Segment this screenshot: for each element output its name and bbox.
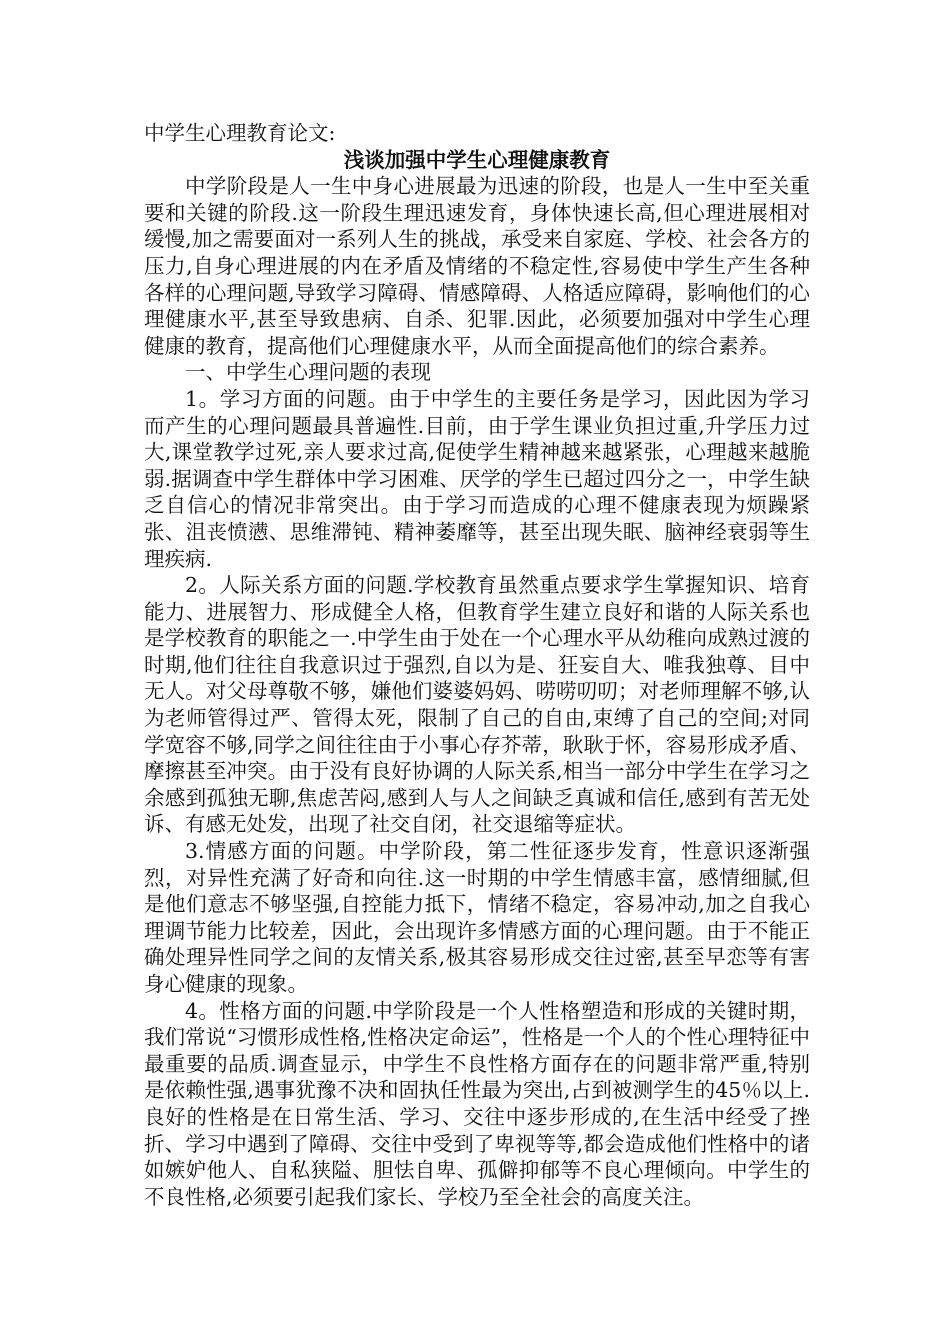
paragraph-intro: 中学阶段是人一生中身心进展最为迅速的阶段，也是人一生中至关重要和关键的阶段.这一阶段生理迅速发育，身体快速长高,但心理进展相对缓慢,加之需要面对一系列人生的挑战，承受来自家庭、学校、社会各方的压力,自身心理进展的内在矛盾及情绪的不稳定性,容易使中学生产生各种各样的心理问题,导致学习障碍、情感障碍、人格适应障碍，影响他们的心理健康水平,甚至导致患病、自杀、犯罪.因此，必须要加强对中学生心理健康的教育，提高他们心理健康水平，从而全面提高他们的综合素养。 <box>144 174 810 358</box>
document-label: 中学生心理教育论文: <box>144 121 336 145</box>
paragraph-interpersonal: 2。人际关系方面的问题.学校教育虽然重点要求学生掌握知识、培育能力、进展智力、形成健全人格，但教育学生建立良好和谐的人际关系也是学校教育的职能之一.中学生由于处在一个心理水平从幼稚向成熟过渡的时期,他们往往自我意识过于强烈,自以为是、狂妄自大、唯我独尊、目中无人。对父母尊敬不够，嫌他们婆婆妈妈、唠唠叨叨；对老师理解不够,认为老师管得过严、管得太死，限制了自己的自由,束缚了自己的空间;对同学宽容不够,同学之间往往由于小事心存芥蒂，耿耿于怀，容易形成矛盾、摩擦甚至冲突。由于没有良好协调的人际关系,相当一部分中学生在学习之余感到孤独无聊,焦虑苦闷,感到人与人之间缺乏真诚和信任,感到有苦无处诉、有感无处发，出现了社交自闭，社交退缩等症状。 <box>144 573 810 837</box>
document-page <box>144 120 810 1210</box>
section-heading-1: 一、中学生心理问题的表现 <box>185 360 431 385</box>
paragraph-emotion: 3.情感方面的问题。中学阶段，第二性征逐步发育，性意识逐渐强烈，对异性充满了好奇和向往.这一时期的中学生情感丰富，感情细腻,但是他们意志不够坚强,自控能力抵下，情绪不稳定，容易冲动,加之自我心理调节能力比较差，因此，会出现许多情感方面的心理问题。由于不能正确处理异性同学之间的友情关系,极其容易形成交往过密,甚至早恋等有害身心健康的现象。 <box>144 839 810 996</box>
paragraph-learning: 1。学习方面的问题。由于中学生的主要任务是学习，因此因为学习而产生的心理问题最具普遍性.目前，由于学生课业负担过重,升学压力过大,课堂教学过死,亲人要求过高,促使学生精神越来越紧张，心理越来越脆弱.据调查中学生群体中学习困难、厌学的学生已超过四分之一，中学生缺乏自信心的情况非常突出。由于学习而造成的心理不健康表现为烦躁紧张、沮丧愤懑、思维滞钝、精神萎靡等，甚至出现失眠、脑神经衰弱等生理疾病. <box>144 386 810 571</box>
paragraph-personality: 4。性格方面的问题.中学阶段是一个人性格塑造和形成的关键时期，我们常说“习惯形成性格,性格决定命运”，性格是一个人的个性心理特征中最重要的品质.调查显示，中学生不良性格方面存在的问题非常严重,特别是依赖性强,遇事犹豫不决和固执任性最为突出,占到被测学生的45％以上.良好的性格是在日常生活、学习、交往中逐步形成的,在生活中经受了挫折、学习中遇到了障碍、交往中受到了卑视等等,都会造成他们性格中的诸如嫉妒他人、自私狭隘、胆怯自卑、孤僻抑郁等不良心理倾向。中学生的不良性格,必须要引起我们家长、学校乃至全社会的高度关注。 <box>144 998 810 1209</box>
document-title: 浅谈加强中学生心理健康教育 <box>343 147 611 172</box>
